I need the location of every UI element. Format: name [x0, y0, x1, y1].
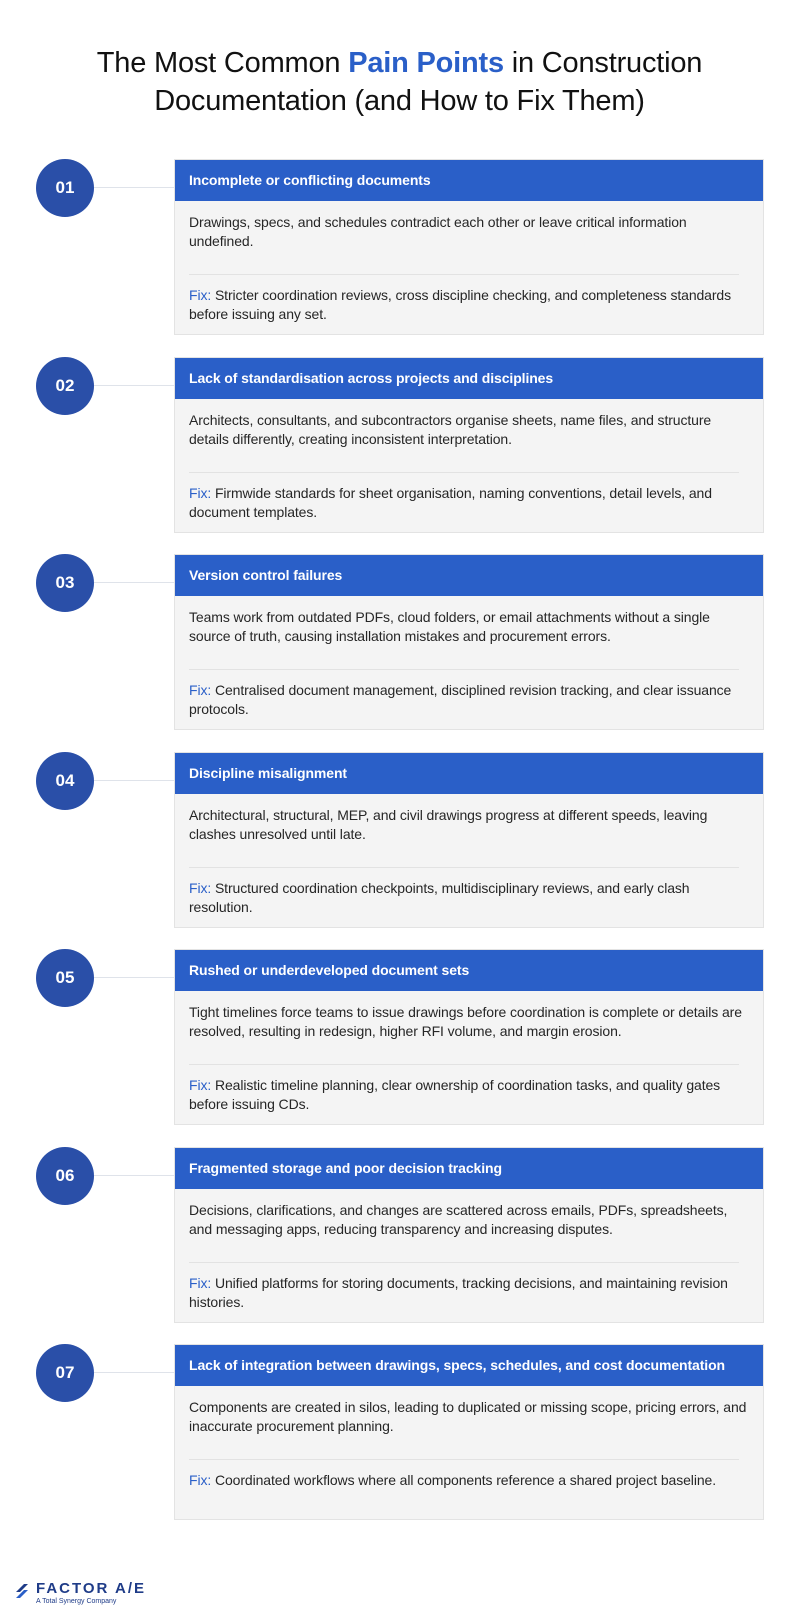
title-pre: The Most Common — [96, 47, 349, 79]
logo-tagline: A Total Synergy Company — [36, 1598, 117, 1605]
step-number-badge: 06 — [36, 1147, 94, 1205]
card-fix — [175, 1460, 763, 1490]
fix-text: Structured coordination checkpoints, multidisciplinary reviews, and early clash resolution. — [189, 880, 690, 915]
card-description: Teams work from outdated PDFs, cloud folders, or email attachments without a single source of truth, causing installation mistakes and procurement errors. — [189, 609, 710, 644]
card-heading: Version control failures — [175, 555, 763, 596]
card-fix — [175, 670, 763, 719]
step-number-badge: 03 — [36, 554, 94, 612]
card-fix — [175, 868, 763, 917]
pain-point-card — [174, 554, 764, 730]
pain-point-row — [0, 554, 799, 730]
pain-point-card — [174, 159, 764, 335]
fix-text: Firmwide standards for sheet organisation, naming conventions, detail levels, and document templates. — [189, 485, 712, 520]
card-heading: Lack of standardisation across projects and disciplines — [175, 358, 763, 399]
fix-text: Centralised document management, disciplined revision tracking, and clear issuance protocols. — [189, 682, 732, 717]
pain-point-row — [0, 159, 799, 335]
card-description: Decisions, clarifications, and changes are scattered across emails, PDFs, spreadsheets, and messaging apps, reducing transparency and increasing disputes. — [189, 1202, 728, 1237]
fix-label: Fix: — [189, 1275, 212, 1291]
logo-name: FACTOR A/E — [36, 1580, 147, 1597]
pain-point-card — [174, 752, 764, 928]
factor-logo-icon — [14, 1580, 32, 1600]
title-post: in Construction — [503, 47, 703, 79]
pain-point-row — [0, 949, 799, 1125]
card-fix — [175, 473, 763, 522]
step-number-badge: 04 — [36, 752, 94, 810]
card-fix — [175, 1263, 763, 1312]
fix-label: Fix: — [189, 1077, 212, 1093]
step-number-badge: 07 — [36, 1344, 94, 1402]
fix-label: Fix: — [189, 1472, 212, 1488]
fix-label: Fix: — [189, 485, 212, 501]
card-fix — [175, 275, 763, 324]
step-number-badge: 02 — [36, 357, 94, 415]
title-highlight: Pain Points — [348, 47, 504, 79]
fix-text: Coordinated workflows where all components reference a shared project baseline. — [211, 1472, 716, 1488]
fix-label: Fix: — [189, 682, 212, 698]
card-heading: Rushed or underdeveloped document sets — [175, 950, 763, 991]
pain-point-row — [0, 752, 799, 928]
step-number-badge: 05 — [36, 949, 94, 1007]
pain-point-row — [0, 1344, 799, 1520]
fix-label: Fix: — [189, 287, 212, 303]
card-fix — [175, 1065, 763, 1114]
card-heading: Lack of integration between drawings, specs, schedules, and cost documentation — [175, 1345, 763, 1386]
pain-point-row — [0, 1147, 799, 1323]
connector-line — [94, 187, 174, 188]
card-description: Drawings, specs, and schedules contradict each other or leave critical information undefined. — [189, 214, 687, 249]
connector-line — [94, 1372, 174, 1373]
fix-text: Unified platforms for storing documents, tracking decisions, and maintaining revision histories. — [189, 1275, 728, 1310]
card-description: Architectural, structural, MEP, and civil drawings progress at different speeds, leaving clashes unresolved until late. — [189, 807, 708, 842]
connector-line — [94, 1175, 174, 1176]
fix-label: Fix: — [189, 880, 212, 896]
title-line-2: Documentation (and How to Fix Them) — [154, 85, 645, 117]
card-description: Components are created in silos, leading to duplicated or missing scope, pricing errors, and inaccurate procurement planning. — [189, 1399, 747, 1434]
pain-point-card — [174, 1147, 764, 1323]
page-title — [0, 44, 799, 120]
pain-point-row — [0, 357, 799, 533]
connector-line — [94, 385, 174, 386]
step-number-badge: 01 — [36, 159, 94, 217]
connector-line — [94, 977, 174, 978]
pain-point-card — [174, 357, 764, 533]
card-heading: Fragmented storage and poor decision tracking — [175, 1148, 763, 1189]
card-heading: Discipline misalignment — [175, 753, 763, 794]
fix-text: Stricter coordination reviews, cross discipline checking, and completeness standards before issuing any set. — [189, 287, 732, 322]
card-description: Architects, consultants, and subcontractors organise sheets, name files, and structure details differently, creating inconsistent interpretation. — [189, 412, 712, 447]
pain-point-card — [174, 949, 764, 1125]
title-line-1 — [0, 44, 799, 82]
card-heading: Incomplete or conflicting documents — [175, 160, 763, 201]
fix-text: Realistic timeline planning, clear ownership of coordination tasks, and quality gates before issuing CDs. — [189, 1077, 721, 1112]
card-description: Tight timelines force teams to issue drawings before coordination is complete or details are resolved, resulting in redesign, higher RFI volume, and margin erosion. — [189, 1004, 742, 1039]
connector-line — [94, 780, 174, 781]
connector-line — [94, 582, 174, 583]
pain-point-card — [174, 1344, 764, 1520]
